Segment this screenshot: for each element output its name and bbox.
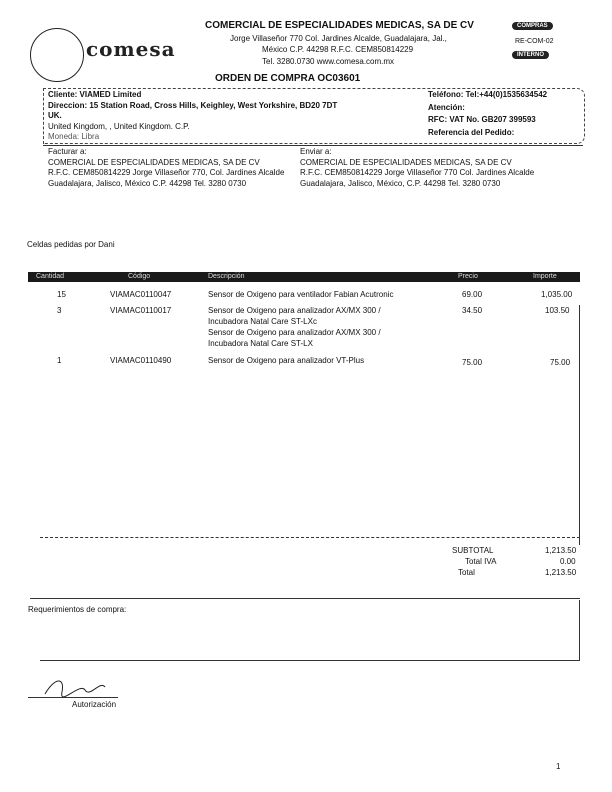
doc-code: RE-COM-02 xyxy=(515,38,554,45)
row-qty: 1 xyxy=(57,356,62,365)
divider xyxy=(40,660,580,661)
client-left-column xyxy=(48,90,418,142)
header-code: Código xyxy=(128,273,151,280)
requirements-label: Requerimientos de compra: xyxy=(28,605,127,614)
client-attention: Atención: xyxy=(428,102,465,112)
order-title: ORDEN DE COMPRA OC03601 xyxy=(215,73,361,84)
row-price: 75.00 xyxy=(462,358,483,367)
badge-bottom: INTERNO xyxy=(512,51,549,59)
row-desc: Sensor de Oxigeno para analizador AX/MX 300 / xyxy=(208,328,381,337)
row-desc: Incubadora Natal Care ST-LXc xyxy=(208,317,317,326)
divider xyxy=(40,537,580,538)
company-seal-logo xyxy=(30,28,84,82)
client-reference: Referencia del Pedido: xyxy=(428,127,515,137)
bill-to-block xyxy=(48,147,288,188)
row-amount: 1,035.00 xyxy=(541,290,573,299)
total-label: Total xyxy=(458,568,475,577)
ship-to-label: Enviar a: xyxy=(300,147,332,156)
header-amount: Importe xyxy=(533,273,557,280)
ship-to-line-1: COMERCIAL DE ESPECIALIDADES MEDICAS, SA DE CV xyxy=(300,157,512,167)
header-price: Precio xyxy=(458,273,478,280)
row-price: 34.50 xyxy=(462,306,483,315)
table-right-border xyxy=(579,305,580,545)
client-right-column xyxy=(428,90,578,137)
subtotal-label: SUBTOTAL xyxy=(452,546,494,555)
client-city: United Kingdom, , United Kingdom. C.P. xyxy=(48,121,190,131)
client-country: UK. xyxy=(48,111,62,120)
iva-label: Total IVA xyxy=(465,557,497,566)
signature-line xyxy=(28,697,118,698)
row-desc: Sensor de Oxigeno para ventilador Fabian Acutronic xyxy=(208,290,394,299)
ship-to-line-2: R.F.C. CEM850814229 Jorge Villaseñor 770 Col. Jardines Alcalde xyxy=(300,168,535,177)
row-code: VIAMAC0110017 xyxy=(110,306,172,315)
bill-to-label: Facturar a: xyxy=(48,147,87,156)
divider xyxy=(30,598,580,599)
header-description: Descripción xyxy=(208,273,245,280)
row-qty: 3 xyxy=(57,306,62,315)
row-amount: 103.50 xyxy=(545,306,570,315)
signature-label: Autorización xyxy=(72,700,117,709)
items-table-header xyxy=(28,272,580,282)
row-code: VIAMAC0110490 xyxy=(110,356,172,365)
requirements-border xyxy=(579,600,580,660)
subtotal-value: 1,213.50 xyxy=(545,546,577,555)
total-value: 1,213.50 xyxy=(545,568,577,577)
divider xyxy=(43,145,583,146)
company-contact: Tel. 3280.0730 www.comesa.com.mx xyxy=(262,57,395,66)
bill-to-line-1: COMERCIAL DE ESPECIALIDADES MEDICAS, SA DE CV xyxy=(48,157,260,167)
client-phone: Teléfono: Tel:+44(0)1535634542 xyxy=(428,90,548,99)
badge-top: COMPRAS xyxy=(512,22,553,30)
bill-to-line-2: R.F.C. CEM850814229 Jorge Villaseñor 770, Col. Jardines Alcalde xyxy=(48,168,285,177)
row-code: VIAMAC0110047 xyxy=(110,290,172,299)
order-note: Celdas pedidas por Dani xyxy=(27,240,115,249)
bill-to-line-3: Guadalajara, Jalisco, México C.P. 44298 Tel. 3280 0730 xyxy=(48,178,247,188)
iva-value: 0.00 xyxy=(560,557,576,566)
row-price: 69.00 xyxy=(462,290,483,299)
header-qty: Cantidad xyxy=(36,273,65,280)
company-address-1: Jorge Villaseñor 770 Col. Jardines Alcalde, Guadalajara, Jal., xyxy=(230,34,447,43)
company-name: COMERCIAL DE ESPECIALIDADES MEDICAS, SA DE CV xyxy=(205,20,474,31)
company-address-2: México C.P. 44298 R.F.C. CEM850814229 xyxy=(262,45,414,54)
row-desc: Sensor de Oxigeno para analizador AX/MX 300 / xyxy=(208,306,381,315)
ship-to-block xyxy=(300,147,575,188)
row-desc: Sensor de Oxigeno para analizador VT-Plus xyxy=(208,356,365,365)
ship-to-line-3: Guadalajara, Jalisco, México, C.P. 44298 Tel. 3280 0730 xyxy=(300,178,501,188)
client-currency: Moneda: Libra xyxy=(48,132,100,141)
client-address: Direccion: 15 Station Road, Cross Hills, Keighley, West Yorkshire, BD20 7DT xyxy=(48,100,338,110)
page-number: 1 xyxy=(556,762,561,771)
row-desc: Incubadora Natal Care ST-LX xyxy=(208,339,313,348)
company-logo: comesa xyxy=(86,37,176,61)
row-amount: 75.00 xyxy=(550,358,571,367)
client-name: Cliente: VIAMED Limited xyxy=(48,90,142,99)
client-rfc: RFC: VAT No. GB207 399593 xyxy=(428,115,536,124)
row-qty: 15 xyxy=(57,290,66,299)
